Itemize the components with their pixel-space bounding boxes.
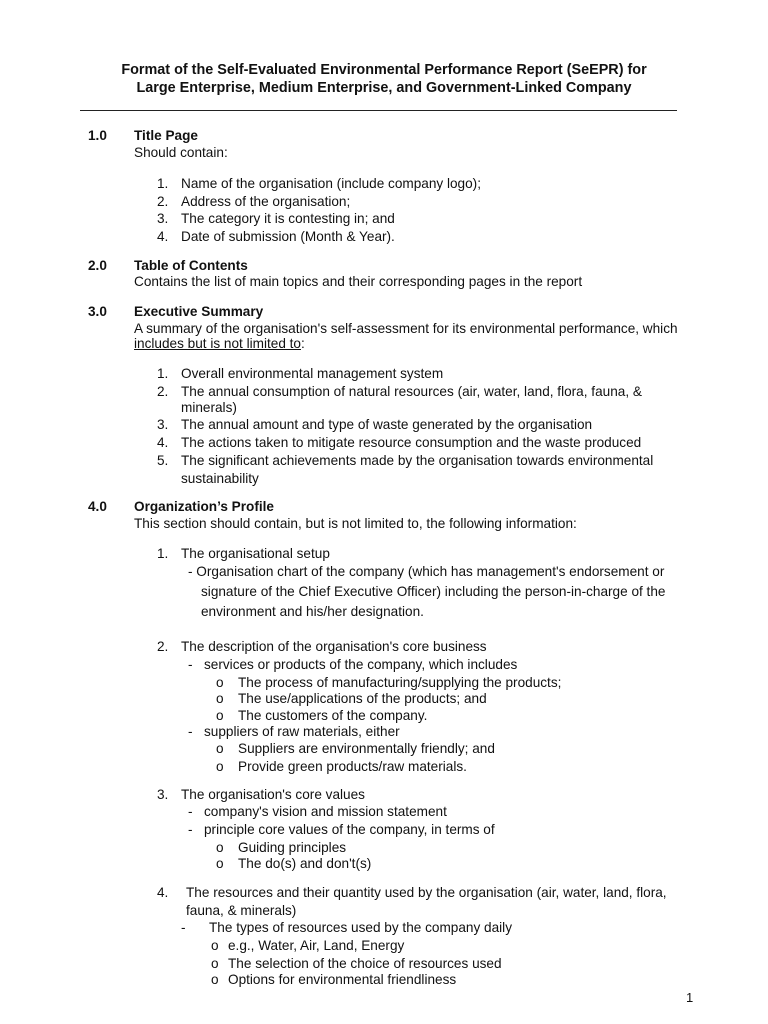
bullet-icon: o	[216, 741, 224, 756]
bullet-item: Guiding principles	[238, 840, 347, 855]
list-item: Address of the organisation;	[181, 194, 351, 209]
section-heading: Organization’s Profile	[134, 499, 274, 514]
bullet-item: The customers of the company.	[238, 708, 428, 723]
section-number: 3.0	[88, 304, 107, 319]
section-heading: Table of Contents	[134, 258, 248, 273]
intro-colon: :	[301, 336, 305, 351]
title-divider	[80, 110, 677, 111]
sub-item: The types of resources used by the company daily	[209, 920, 512, 935]
sub-item: suppliers of raw materials, either	[204, 724, 400, 739]
list-item: The actions taken to mitigate resource consumption and the waste produced	[181, 435, 642, 450]
bullet-item: The use/applications of the products; and	[238, 691, 487, 706]
dash-marker: -	[188, 657, 193, 672]
list-item-continued: minerals)	[181, 400, 237, 415]
list-item: Overall environmental management system	[181, 366, 444, 381]
list-number: 2.	[157, 384, 169, 399]
sub-item: - Organisation chart of the company (which has management's endorsement or	[188, 564, 665, 579]
list-number: 1.	[157, 176, 169, 191]
list-item: The organisation's core values	[181, 787, 365, 802]
list-number: 2.	[157, 639, 169, 654]
bullet-item: The process of manufacturing/supplying the products;	[238, 675, 562, 690]
sub-item: services or products of the company, which includes	[204, 657, 518, 672]
bullet-icon: o	[216, 840, 224, 855]
bullet-item: Provide green products/raw materials.	[238, 759, 467, 774]
list-item-continued: fauna, & minerals)	[186, 903, 297, 918]
section-heading: Title Page	[134, 128, 198, 143]
list-number: 3.	[157, 787, 169, 802]
list-number: 2.	[157, 194, 169, 209]
dash-marker: -	[188, 822, 193, 837]
bullet-item: The do(s) and don't(s)	[238, 856, 372, 871]
bullet-icon: o	[211, 972, 219, 987]
section-intro-continued	[134, 335, 305, 353]
sub-item-continued: signature of the Chief Executive Officer) including the person-in-charge of the	[201, 584, 666, 599]
list-item: The organisational setup	[181, 546, 330, 561]
list-item: Name of the organisation (include company logo);	[181, 176, 481, 191]
dash-marker: -	[181, 920, 186, 935]
bullet-icon: o	[216, 691, 224, 706]
sub-item: company's vision and mission statement	[204, 804, 447, 819]
section-intro: Contains the list of main topics and their corresponding pages in the report	[134, 274, 583, 289]
dash-marker: -	[188, 804, 193, 819]
section-heading: Executive Summary	[134, 304, 264, 319]
document-title-line-2: Large Enterprise, Medium Enterprise, and Government-Linked Company	[136, 80, 632, 96]
list-item: The category it is contesting in; and	[181, 211, 395, 226]
bullet-icon: o	[216, 856, 224, 871]
list-item: Date of submission (Month & Year).	[181, 229, 395, 244]
list-item: The annual consumption of natural resources (air, water, land, flora, fauna, &	[181, 384, 642, 399]
section-number: 4.0	[88, 499, 107, 514]
list-number: 4.	[157, 885, 169, 900]
list-item: The resources and their quantity used by the organisation (air, water, land, flora,	[186, 885, 667, 900]
bullet-item: The selection of the choice of resources used	[228, 956, 502, 971]
section-intro: This section should contain, but is not limited to, the following information:	[134, 516, 577, 531]
bullet-icon: o	[216, 675, 224, 690]
list-number: 1.	[157, 546, 169, 561]
list-item: The annual amount and type of waste generated by the organisation	[181, 417, 593, 432]
dash-marker: -	[188, 724, 193, 739]
list-number: 4.	[157, 229, 169, 244]
bullet-icon: o	[216, 759, 224, 774]
bullet-icon: o	[216, 708, 224, 723]
bullet-icon: o	[211, 938, 219, 953]
section-number: 2.0	[88, 258, 107, 273]
list-number: 3.	[157, 417, 169, 432]
list-number: 1.	[157, 366, 169, 381]
section-number: 1.0	[88, 128, 107, 143]
list-number: 3.	[157, 211, 169, 226]
list-number: 5.	[157, 453, 169, 468]
page-number: 1	[686, 990, 694, 1005]
bullet-icon: o	[211, 956, 219, 971]
bullet-item: e.g., Water, Air, Land, Energy	[228, 938, 405, 953]
document-title-line-1: Format of the Self-Evaluated Environmental Performance Report (SeEPR) for	[121, 62, 647, 78]
list-number: 4.	[157, 435, 169, 450]
sub-item-continued: environment and his/her designation.	[201, 604, 424, 619]
underlined-phrase: includes but is not limited to	[134, 336, 301, 351]
section-intro: Should contain:	[134, 145, 228, 160]
list-item-continued: sustainability	[181, 471, 259, 486]
list-item: The description of the organisation's core business	[181, 639, 487, 654]
bullet-item: Options for environmental friendliness	[228, 972, 457, 987]
sub-item: principle core values of the company, in terms of	[204, 822, 495, 837]
section-intro: A summary of the organisation's self-assessment for its environmental performance, which	[134, 321, 678, 336]
list-item: The significant achievements made by the organisation towards environmental	[181, 453, 654, 468]
bullet-item: Suppliers are environmentally friendly; and	[238, 741, 495, 756]
